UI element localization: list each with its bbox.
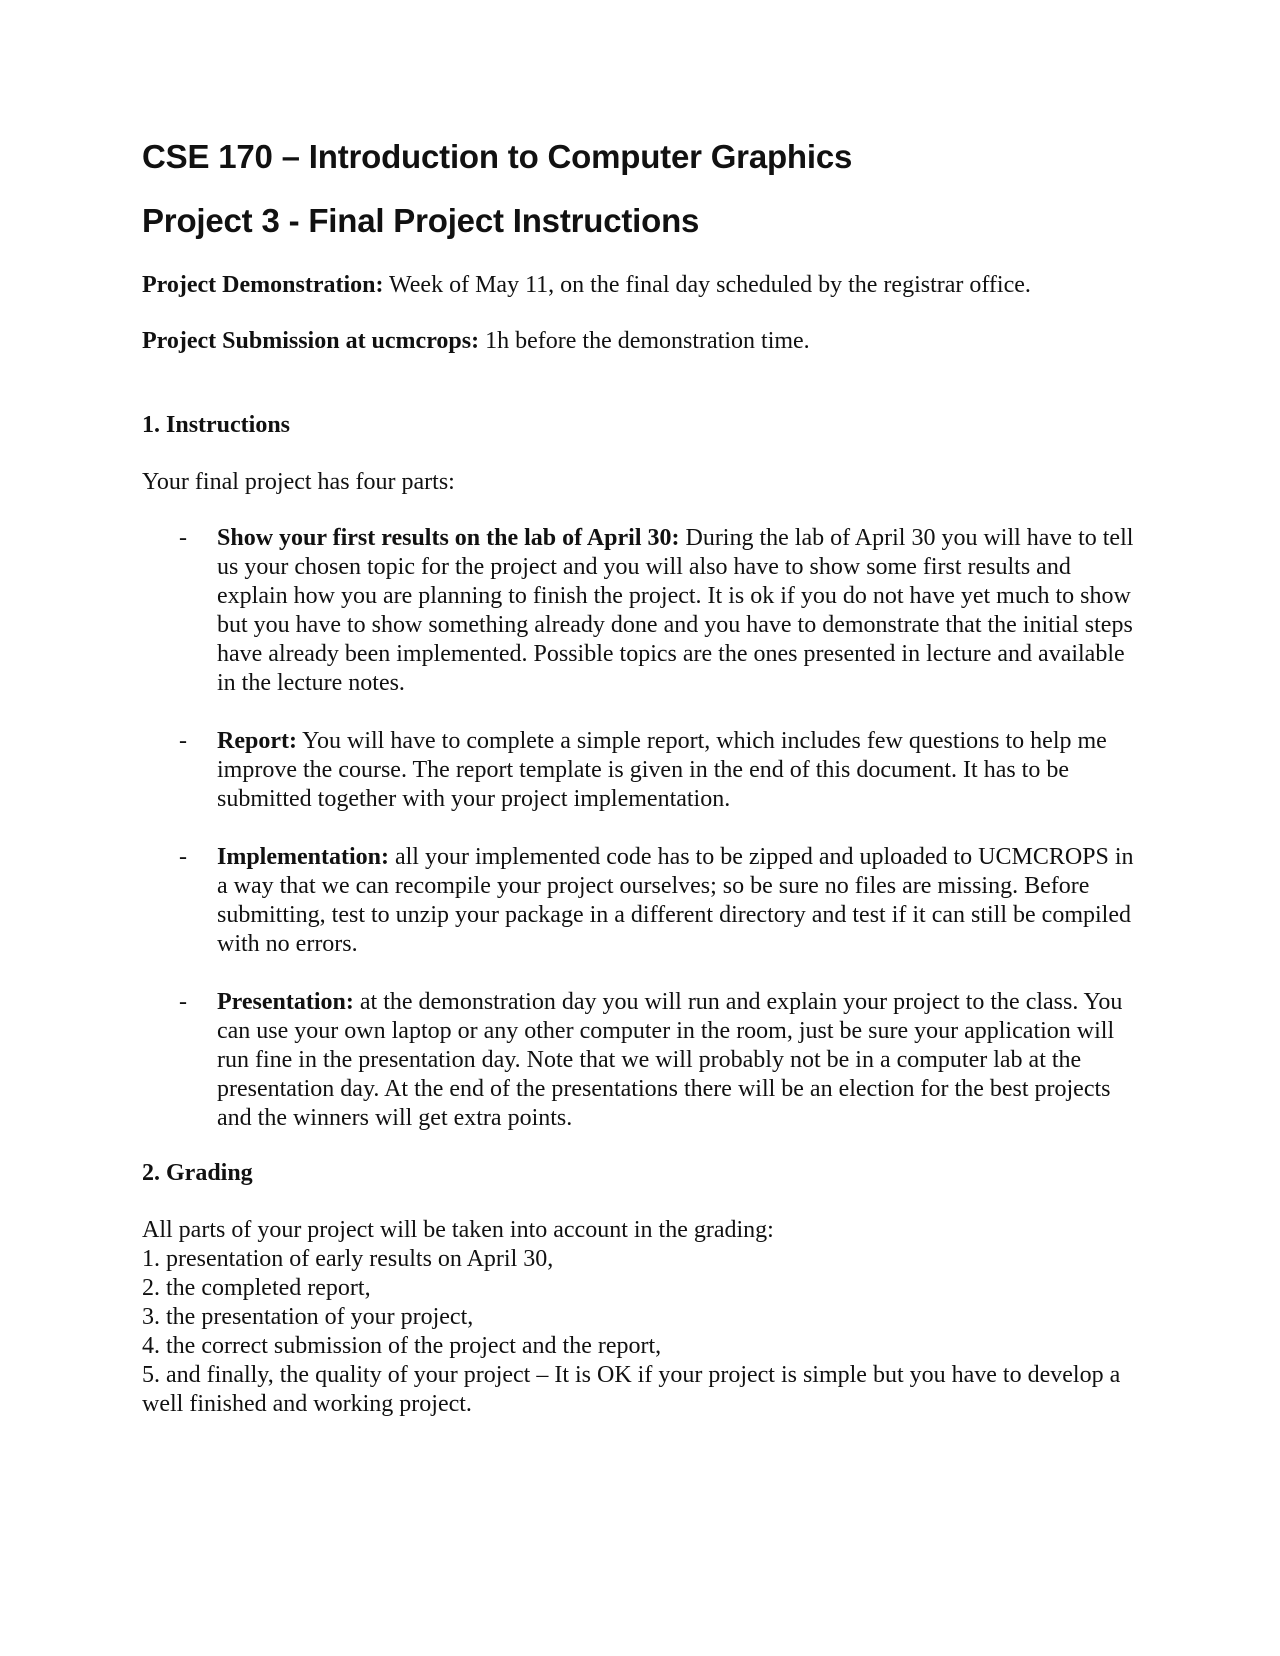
project-title: Project 3 - Final Project Instructions (142, 202, 700, 239)
item-text: at the demonstration day you will run and explain your project to the class. You can use your own laptop or any other computer in the room, just be sure your application will run fine in the presentation day. Note that we will probably not be in a computer lab at the presentation day. At the end of the presentations there will be an election for the best projects and the winners will get extra points. (217, 989, 1123, 1131)
grading-heading: 2. Grading (142, 1160, 253, 1186)
demonstration-line (142, 271, 1142, 300)
instructions-intro: Your final project has four parts: (142, 469, 455, 495)
item-text: You will have to complete a simple report, which includes few questions to help me improve the course. The report template is given in the end of this document. It has to be submitted together with your project implementation. (217, 728, 1107, 812)
bullet-dash: - (179, 728, 187, 754)
bullet-dash: - (179, 525, 187, 551)
item-label: Show your first results on the lab of April 30: (217, 525, 680, 551)
demonstration-label: Project Demonstration: (142, 272, 384, 298)
list-item: 5. and finally, the quality of your project – It is OK if your project is simple but you have to develop a well finished and working project. (142, 1362, 1121, 1417)
submission-text: 1h before the demonstration time. (479, 328, 810, 354)
instructions-heading: 1. Instructions (142, 412, 291, 438)
project-parts-list (142, 524, 1142, 1133)
bullet-dash: - (179, 844, 187, 870)
item-label: Presentation: (217, 989, 354, 1015)
grading-intro: All parts of your project will be taken into account in the grading: (142, 1217, 774, 1243)
item-text: all your implemented code has to be zipped and uploaded to UCMCROPS in a way that we can recompile your project ourselves; so be sure no files are missing. Before submitting, test to unzip your package in a different directory and test if it can still be compiled with no errors. (217, 844, 1134, 957)
item-label: Implementation: (217, 844, 389, 870)
list-item (142, 727, 1142, 814)
item-label: Report: (217, 728, 297, 754)
list-item: 4. the correct submission of the project and the report, (142, 1333, 662, 1359)
submission-line (142, 327, 1142, 356)
list-item (142, 524, 1142, 698)
list-item: 1. presentation of early results on April 30, (142, 1246, 554, 1272)
list-item: 2. the completed report, (142, 1275, 371, 1301)
item-text: During the lab of April 30 you will have to tell us your chosen topic for the project and you will also have to show some first results and explain how you are planning to finish the project. It is ok if you do not have yet much to show but you have to show something already done and you have to demonstrate that the initial steps have already been implemented. Possible topics are the ones presented in lecture and available in the lecture notes. (217, 525, 1134, 696)
list-item (142, 843, 1142, 959)
list-item: 3. the presentation of your project, (142, 1304, 474, 1330)
grading-list (142, 1245, 1142, 1419)
submission-label: Project Submission at ucmcrops: (142, 328, 480, 354)
document-page (142, 128, 1142, 1419)
course-title: CSE 170 – Introduction to Computer Graphics (142, 138, 853, 175)
bullet-dash: - (179, 989, 187, 1015)
list-item (142, 988, 1142, 1133)
demonstration-text: Week of May 11, on the final day scheduled by the registrar office. (383, 272, 1031, 298)
